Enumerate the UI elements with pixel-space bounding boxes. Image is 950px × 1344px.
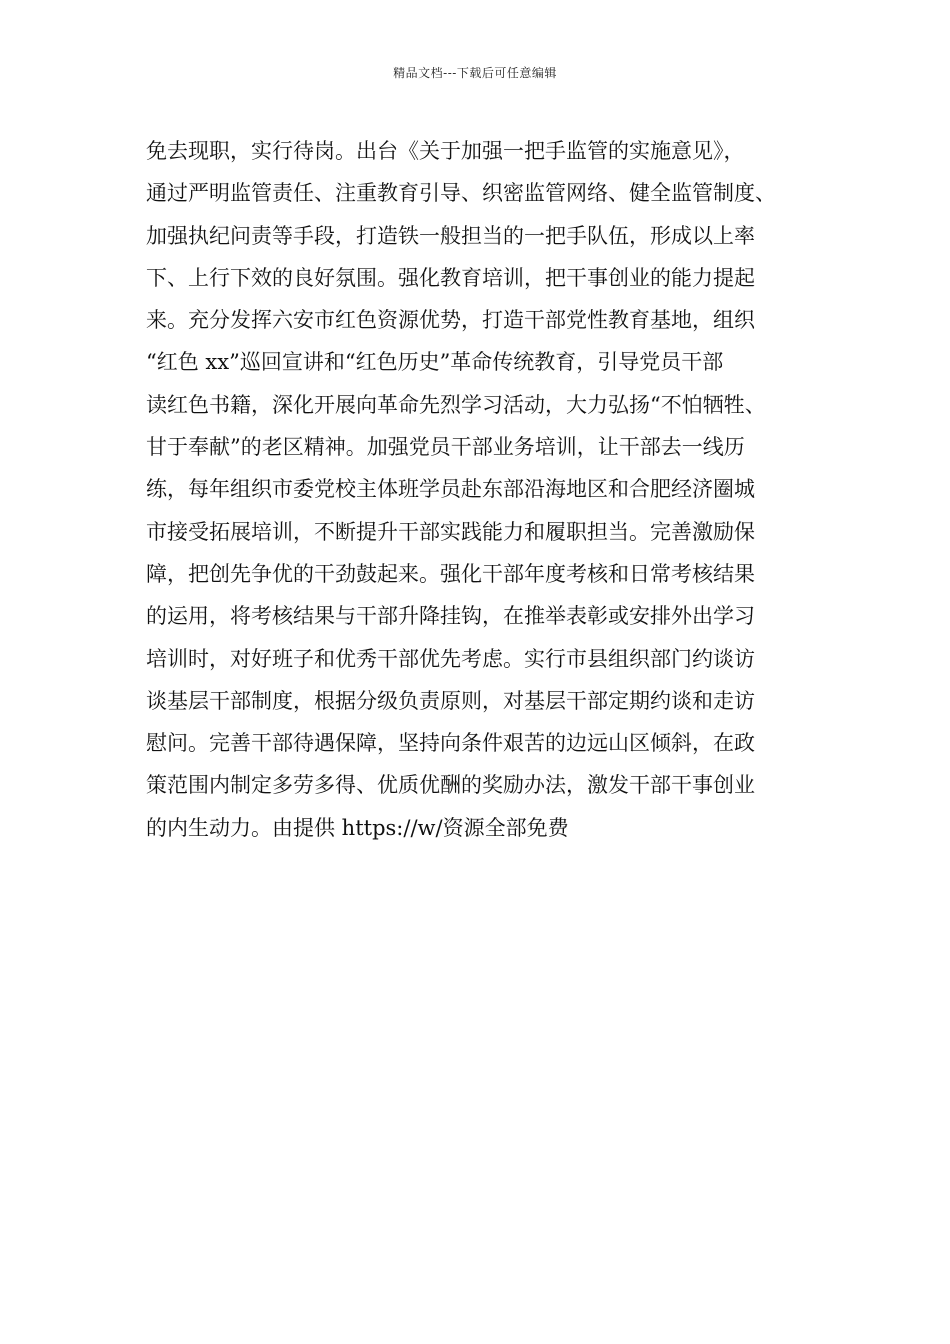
text-line: 甘于奉献”的老区精神。加强党员干部业务培训，让干部去一线历 bbox=[146, 435, 745, 460]
text-line: 慰问。完善干部待遇保障，坚持向条件艰苦的边远山区倾斜，在政 bbox=[146, 731, 755, 756]
text-line: 的内生动力。由提供 https://w/资源全部免费 bbox=[146, 815, 569, 840]
text-line: 障，把创先争优的干劲鼓起来。强化干部年度考核和日常考核结果 bbox=[146, 561, 755, 586]
text-line: 下、上行下效的良好氛围。强化教育培训，把干事创业的能力提起 bbox=[146, 265, 755, 290]
body-text bbox=[146, 130, 826, 849]
text-line: 免去现职，实行待岗。出台《关于加强一把手监管的实施意见》， bbox=[146, 139, 745, 163]
text-line: 培训时，对好班子和优秀干部优先考虑。实行市县组织部门约谈访 bbox=[146, 646, 755, 671]
text-line: 练，每年组织市委党校主体班学员赴东部沿海地区和合肥经济圈城 bbox=[146, 477, 755, 502]
text-line: 市接受拓展培训，不断提升干部实践能力和履职担当。完善激励保 bbox=[146, 519, 755, 544]
text-line: 读红色书籍，深化开展向革命先烈学习活动，大力弘扬“不怕牺牲、 bbox=[146, 392, 766, 417]
text-line: 的运用，将考核结果与干部升降挂钩，在推举表彰或安排外出学习 bbox=[146, 604, 755, 629]
text-line: “红色 xx”巡回宣讲和“红色历史”革命传统教育，引导党员干部 bbox=[146, 350, 724, 375]
page-header: 精品文档---下载后可任意编辑 bbox=[393, 66, 557, 80]
text-line: 加强执纪问责等手段，打造铁一般担当的一把手队伍，形成以上率 bbox=[146, 223, 755, 248]
text-line: 来。充分发挥六安市红色资源优势，打造干部党性教育基地，组织 bbox=[146, 308, 755, 333]
text-line: 策范围内制定多劳多得、优质优酬的奖励办法，激发干部干事创业 bbox=[146, 773, 755, 798]
text-line: 通过严明监管责任、注重教育引导、织密监管网络、健全监管制度、 bbox=[146, 181, 776, 206]
text-line: 谈基层干部制度，根据分级负责原则，对基层干部定期约谈和走访 bbox=[146, 688, 755, 713]
